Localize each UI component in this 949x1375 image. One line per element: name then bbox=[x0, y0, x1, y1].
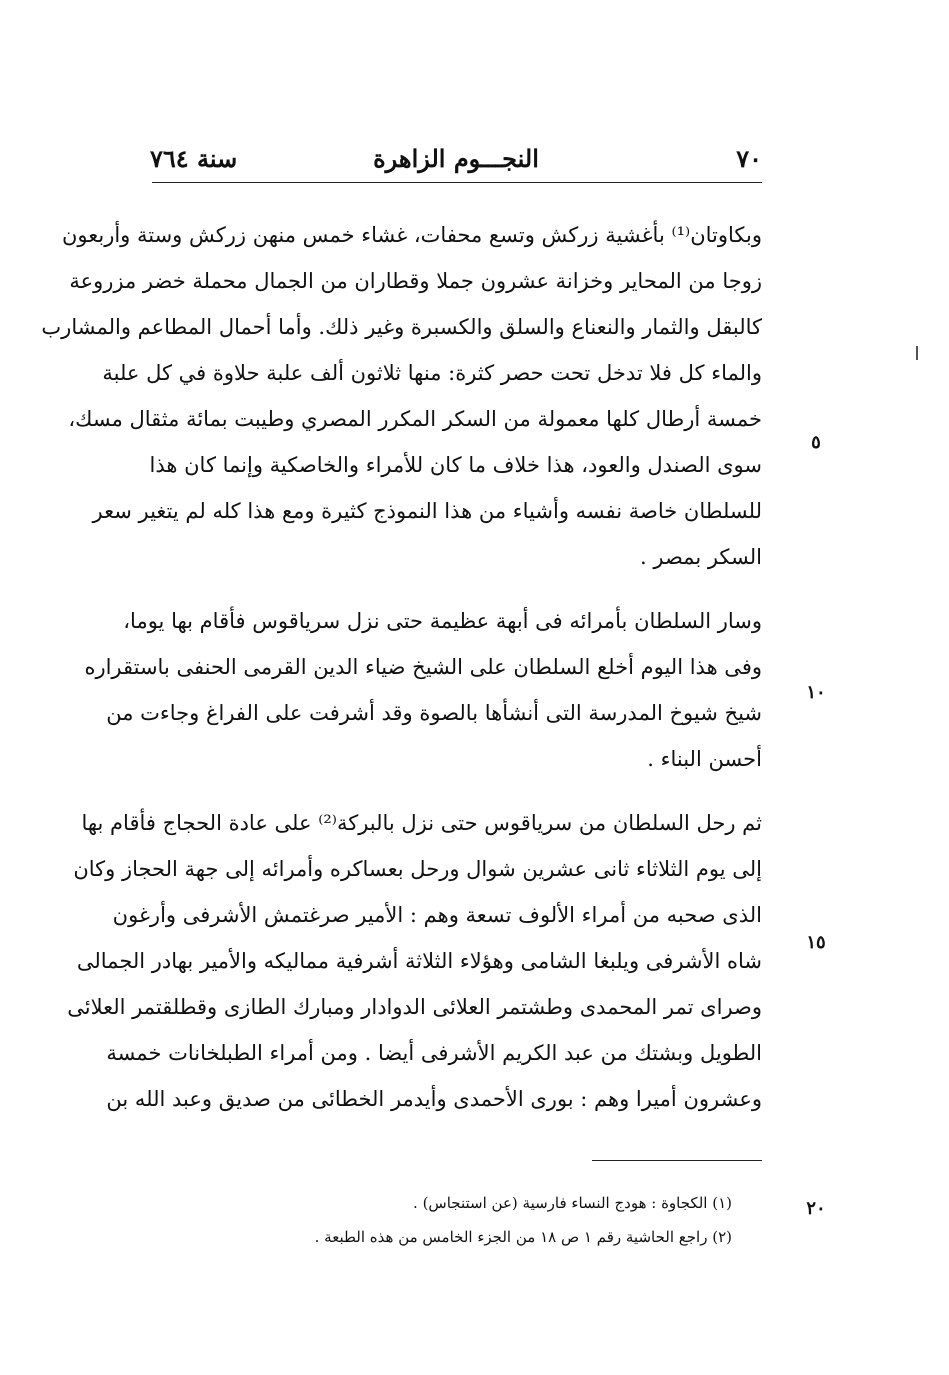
text-line: سوى الصندل والعود، هذا خلاف ما كان للأمراء والخاصكية وإنما كان هذا bbox=[149, 453, 762, 477]
footnote: (٢) راجع الحاشية رقم ١ ص ١٨ من الجزء الخامس من هذه الطبعة . bbox=[314, 1228, 732, 1246]
text-line: والماء كل فلا تدخل تحت حصر كثرة: منها ثلاثون ألف علبة حلاوة في كل علبة bbox=[102, 361, 762, 385]
running-title: النجـــوم الزاهرة bbox=[373, 144, 539, 173]
body-text bbox=[41, 212, 762, 1122]
text-line: شاه الأشرفى ويلبغا الشامى وهؤلاء الثلاثة أشرفية مماليكه والأمير بهادر الجمالى bbox=[76, 949, 762, 973]
footnote-rule bbox=[592, 1160, 762, 1161]
text-line: الذى صحبه من أمراء الألوف تسعة وهم : الأمير صرغتمش الأشرفى وأرغون bbox=[112, 903, 762, 927]
footnote: (١) الكجاوة : هودج النساء فارسية (عن استنجاس) . bbox=[413, 1194, 732, 1212]
line-number-marker: ٥ bbox=[811, 432, 821, 453]
line-number-marker: ١٥ bbox=[806, 932, 826, 953]
running-header bbox=[150, 140, 762, 180]
line-number-marker: ٢٠ bbox=[806, 1198, 826, 1219]
text-line: ثم رحل السلطان من سرياقوس حتى نزل بالبركة⁽²⁾ على عادة الحجاج فأقام بها bbox=[81, 811, 762, 835]
text-line: وبكاوتان⁽¹⁾ بأغشية زركش وتسع محفات، غشاء خمس منهن زركش وستة وأربعون bbox=[61, 223, 762, 247]
text-line: السكر بمصر . bbox=[640, 545, 762, 569]
text-line: شيخ شيوخ المدرسة التى أنشأها بالصوة وقد أشرفت على الفراغ وجاءت من bbox=[106, 701, 762, 725]
text-line: الطويل وبشتك من عبد الكريم الأشرفى أيضا . ومن أمراء الطبلخانات خمسة bbox=[106, 1041, 762, 1065]
scan-edge-mark bbox=[916, 346, 918, 360]
text-line: كالبقل والثمار والنعناع والسلق والكسبرة وغير ذلك. وأما أحمال المطاعم والمشارب bbox=[41, 315, 762, 339]
line-number-marker: ١٠ bbox=[806, 682, 826, 703]
footnotes bbox=[300, 1186, 732, 1254]
text-line: إلى يوم الثلاثاء ثانى عشرين شوال ورحل بعساكره وأمرائه إلى جهة الحجاز وكان bbox=[73, 857, 762, 881]
text-line: وسار السلطان بأمرائه فى أبهة عظيمة حتى نزل سرياقوس فأقام بها يوما، bbox=[123, 609, 762, 633]
header-year: سنة ٧٦٤ bbox=[150, 144, 238, 173]
text-line: للسلطان خاصة نفسه وأشياء من هذا النموذج كثيرة ومع هذا كله لم يتغير سعر bbox=[92, 499, 762, 523]
text-line: وفى هذا اليوم أخلع السلطان على الشيخ ضياء الدين القرمى الحنفى باستقراره bbox=[84, 655, 762, 679]
page-number: ٧٠ bbox=[736, 144, 762, 173]
text-line: زوجا من المحاير وخزانة عشرون جملا وقطاران من الجمال محملة خضر مزروعة bbox=[69, 269, 762, 293]
text-line: وعشرون أميرا وهم : بورى الأحمدى وأيدمر الخطائى من صديق وعبد الله بن bbox=[106, 1087, 762, 1111]
text-line: خمسة أرطال كلها معمولة من السكر المكرر المصري وطيبت بمائة مثقال مسك، bbox=[68, 407, 762, 431]
header-rule bbox=[152, 182, 762, 183]
text-line: وصراى تمر المحمدى وطشتمر العلائى الدوادار ومبارك الطازى وقطلقتمر العلائى bbox=[67, 995, 762, 1019]
text-line: أحسن البناء . bbox=[647, 747, 762, 771]
